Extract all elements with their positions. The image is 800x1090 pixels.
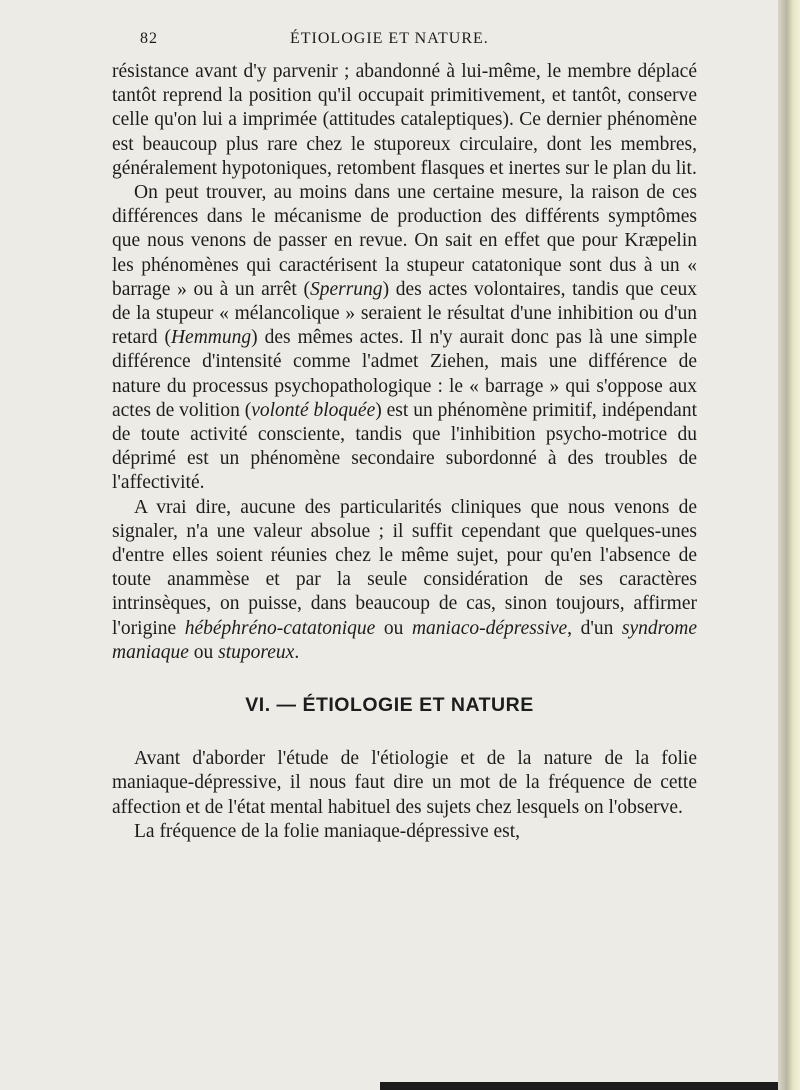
- term-volonte-bloquee: volonté bloquée: [251, 399, 376, 421]
- paragraph-1: résistance avant d'y parvenir ; abandonné à lui-même, le membre déplacé tantôt reprend la position qu'il occupait primitivement, et tantôt, conserve celle qu'on lui a imprimée (attitudes cataleptiques). Ce dernier phénomène est beaucoup plus rare chez le stuporeux circulaire, dont les membres, généralement hypotoniques, retombent flasques et inertes sur le plan du lit.: [112, 61, 697, 179]
- running-header: [140, 30, 700, 52]
- paragraph-2-text-2: ) des actes volontaires, tandis que ceux de la stupeur « mélancolique » seraient le résultat d'une inhibition ou d'un retard (: [112, 278, 697, 349]
- paragraph-3: [112, 496, 697, 665]
- paragraph-2-text-3: ) des mêmes actes. Il n'y aurait donc pas là une simple différence d'intensité comme l'admet Ziehen, mais une différence de nature du processus psychopathologique : le « barrage » qui s'oppose aux actes de volition (: [112, 327, 697, 421]
- term-hebephreno-catatonique: hébéphréno-catatonique: [184, 617, 376, 639]
- paragraph-3-text-3: , d'un: [567, 617, 622, 639]
- page-number: 82: [140, 30, 158, 47]
- page-edge: [778, 0, 800, 1090]
- term-syndrome-maniaque: syndrome maniaque: [112, 617, 698, 663]
- paragraph-3-text-1: A vrai dire, aucune des particularités cliniques que nous venons de signaler, n'a une valeur absolue ; il suffit cependant que quelques-unes d'entre elles soient réunies chez le même sujet, pour qu'en l'absence de toute anammèse et par la seule considération de ses caractères intrinsèques, on puisse, dans beaucoup de cas, sinon toujours, affirmer l'origine: [112, 496, 697, 639]
- paragraph-3-text-4: ou: [188, 641, 219, 663]
- paragraph-4: Avant d'aborder l'étude de l'étiologie et de la nature de la folie maniaque-dépressive, il nous faut dire un mot de la fréquence de cette affection et de l'état mental habituel des sujets chez lesquels on l'observe.: [112, 748, 697, 818]
- paragraph-5: La fréquence de la folie maniaque-dépressive est,: [134, 820, 521, 842]
- running-title: ÉTIOLOGIE ET NATURE.: [290, 30, 489, 47]
- body-text: [112, 60, 697, 844]
- paragraph-2-text-1: On peut trouver, au moins dans une certaine mesure, la raison de ces différences dans le mécanisme de production des différents symptômes que nous venons de passer en revue. On sait en effet que pour Kræpelin les phénomènes qui caractérisent la stupeur catatonique sont dus à un « barrage » ou à un arrêt (: [112, 182, 697, 300]
- term-hemmung: Hemmung: [170, 327, 252, 349]
- paragraph-2-text-4: ) est un phénomène primitif, indépendant de toute activité consciente, tandis que l'inhibition psycho-motrice du déprimé est un phénomène secondaire subordonné à des troubles de l'affectivité.: [112, 399, 698, 494]
- paragraph-2: [112, 181, 697, 496]
- term-stuporeux: stuporeux: [218, 641, 295, 663]
- section-heading: VI. — ÉTIOLOGIE ET NATURE: [245, 694, 534, 717]
- bottom-edge: [380, 1082, 778, 1090]
- paragraph-3-text-2: ou: [375, 617, 412, 639]
- term-sperrung: Sperrung: [309, 278, 383, 300]
- paragraph-3-text-5: .: [294, 641, 300, 663]
- term-maniaco-depressive: maniaco-dépressive: [411, 617, 568, 639]
